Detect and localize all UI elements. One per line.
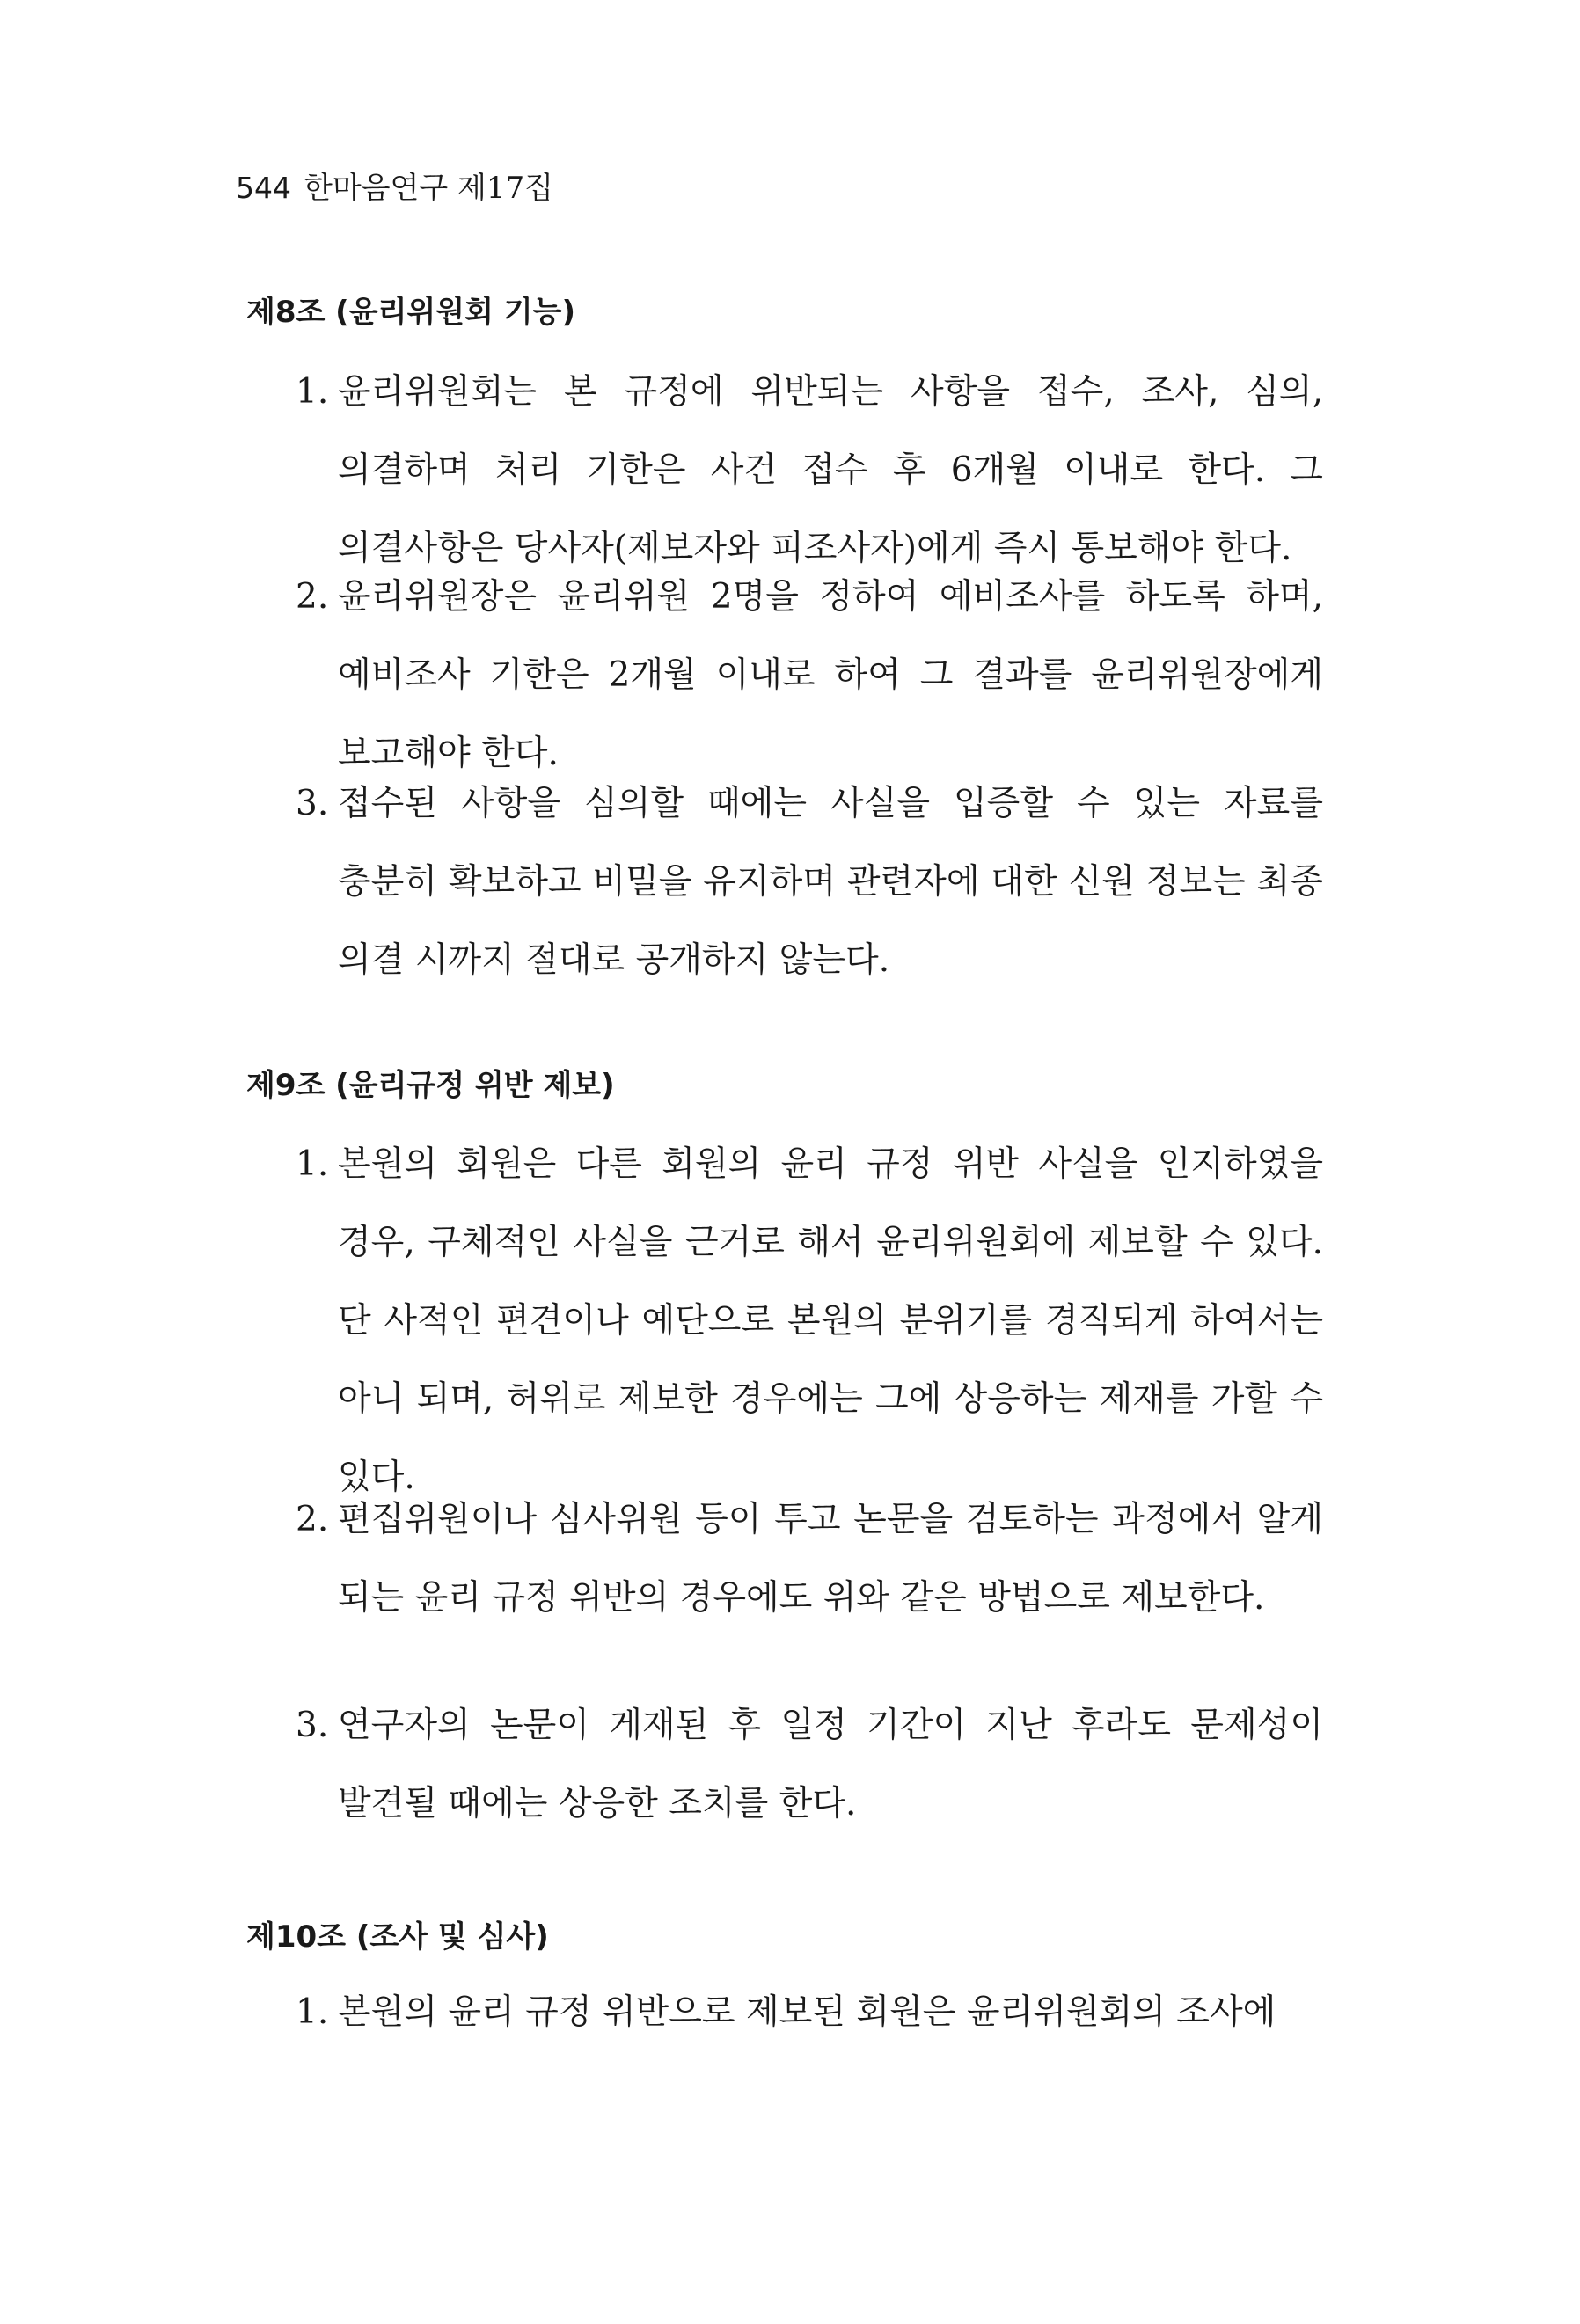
item-number: 2. [296,1500,329,1539]
article-10-item-1 [296,1973,1323,2051]
item-number: 3. [296,784,329,823]
item-text: 본원의 윤리 규정 위반으로 제보된 회원은 윤리위원회의 조사에 [338,1992,1276,2032]
article-9-item-2 [296,1480,1323,1637]
item-text: 편집위원이나 심사위원 등이 투고 논문을 검토하는 과정에서 알게 되는 윤리 규정 위반의 경우에도 위와 같은 방법으로 제보한다. [338,1500,1323,1618]
item-text: 본원의 회원은 다른 회원의 윤리 규정 위반 사실을 인지하였을 경우, 구체적인 사실을 근거로 해서 윤리위원회에 제보할 수 있다. 단 사적인 편견이나 예단으로 본원의 분위기를 경직되게 하여서는 아니 되며, 허위로 제보한 경우에는 그에 상응하는 제재를 가할 수 있다. [338,1144,1323,1497]
article-9-item-1 [296,1125,1323,1516]
running-header [236,167,553,209]
article-9-heading: 제9조 (윤리규정 위반 제보) [246,1068,615,1103]
item-text: 접수된 사항을 심의할 때에는 사실을 입증할 수 있는 자료를 충분히 확보하고 비밀을 유지하며 관련자에 대한 신원 정보는 최종 의결 시까지 절대로 공개하지 않는다. [338,784,1323,980]
item-text: 연구자의 논문이 게재된 후 일정 기간이 지난 후라도 문제성이 발견될 때에는 상응한 조치를 한다. [338,1706,1323,1823]
item-number: 3. [296,1706,329,1745]
article-9-item-3 [296,1686,1323,1843]
article-8-heading: 제8조 (윤리위원회 기능) [246,295,576,330]
item-text: 윤리위원회는 본 규정에 위반되는 사항을 접수, 조사, 심의, 의결하며 처리 기한은 사건 접수 후 6개월 이내로 한다. 그 의결사항은 당사자(제보자와 피조사자)에게 즉시 통보해야 한다. [338,372,1323,568]
item-number: 1. [296,1992,329,2032]
article-8-item-2 [296,558,1323,793]
item-number: 1. [296,372,329,412]
item-number: 2. [296,577,329,617]
article-8-item-1 [296,353,1323,588]
item-number: 1. [296,1144,329,1184]
article-8-item-3 [296,764,1323,999]
page-number: 544 [236,171,291,205]
article-10-heading: 제10조 (조사 및 심사) [246,1919,549,1955]
item-text: 윤리위원장은 윤리위원 2명을 정하여 예비조사를 하도록 하며, 예비조사 기한은 2개월 이내로 하여 그 결과를 윤리위원장에게 보고해야 한다. [338,577,1323,773]
journal-title: 한마음연구 제17집 [304,171,553,206]
